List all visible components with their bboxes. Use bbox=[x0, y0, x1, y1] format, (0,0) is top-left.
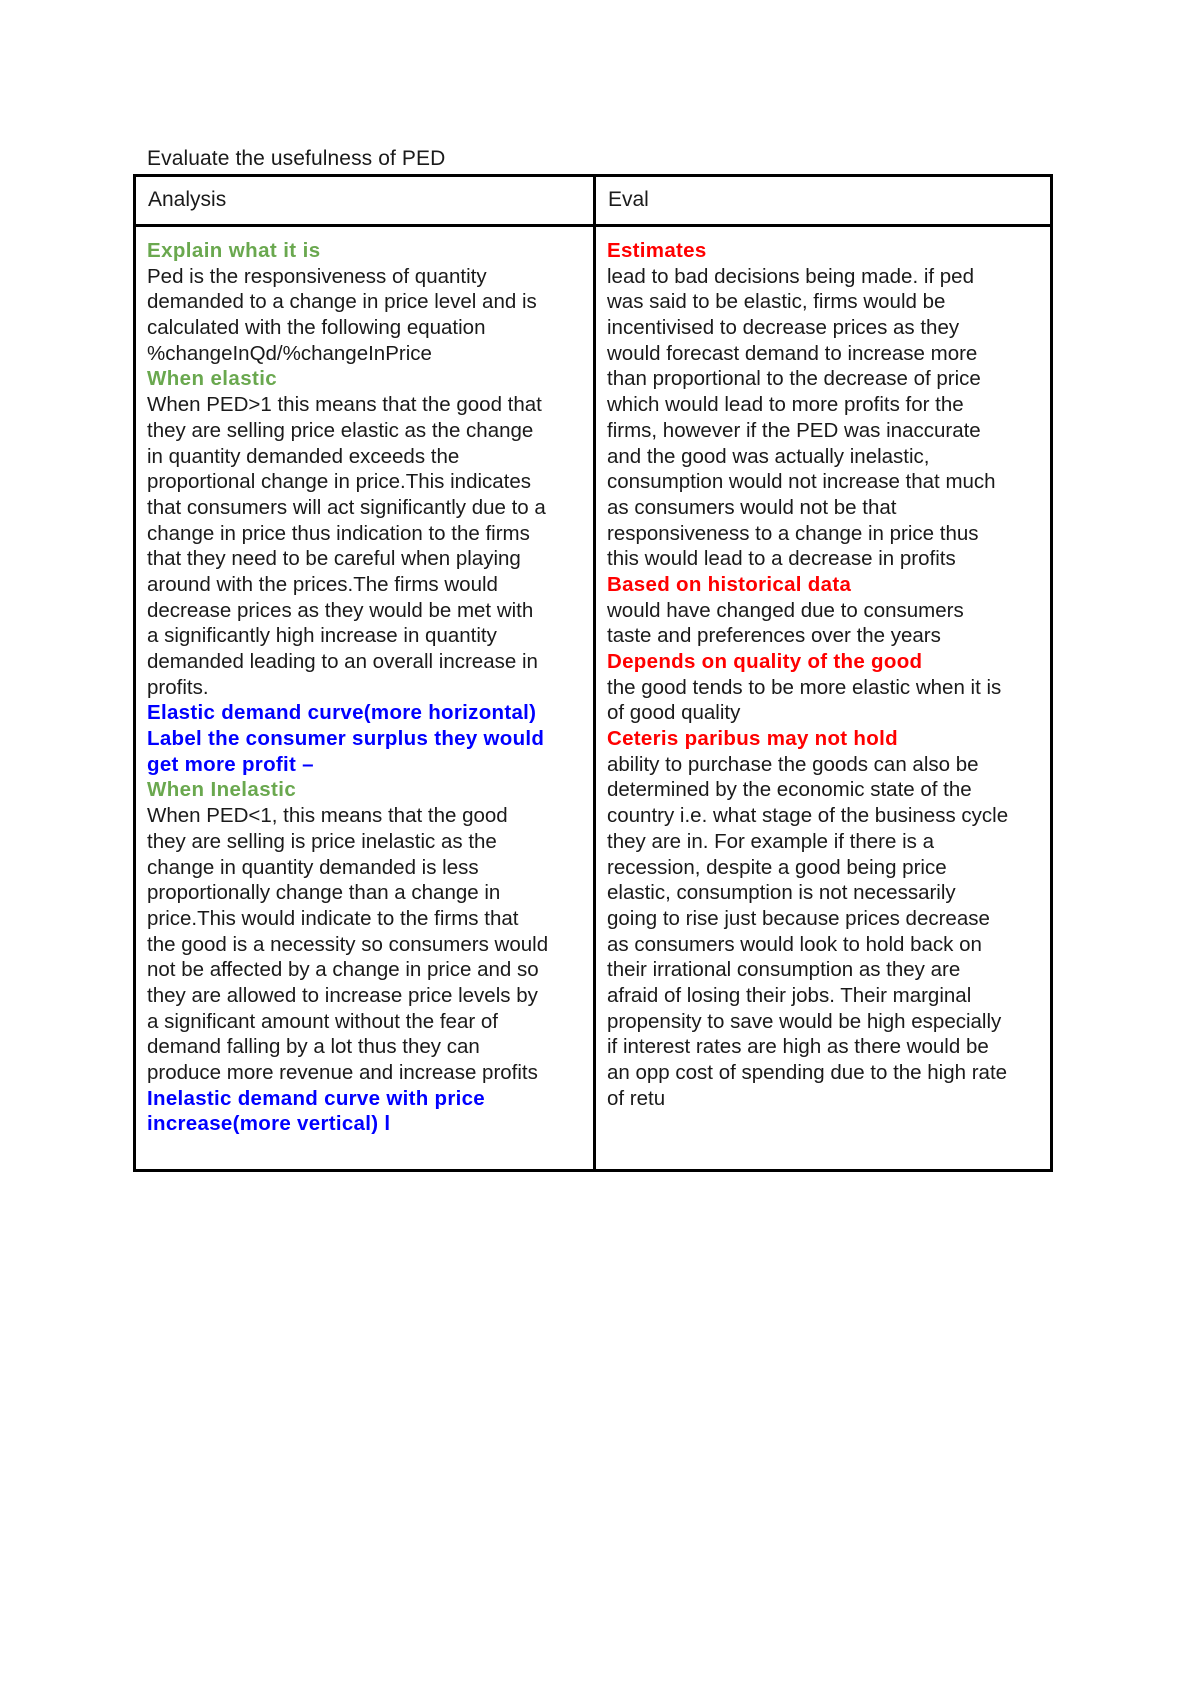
analysis-text-line: demanded to a change in price level and is bbox=[147, 290, 537, 314]
analysis-text-line: the good is a necessity so consumers would bbox=[147, 932, 549, 956]
eval-text-line: elastic, consumption is not necessarily bbox=[607, 881, 956, 905]
eval-heading: Based on historical data bbox=[607, 572, 852, 596]
evaluation-table bbox=[133, 174, 1053, 1172]
analysis-text-line: change in quantity demanded is less bbox=[147, 855, 479, 879]
analysis-text-line: demanded leading to an overall increase in bbox=[147, 650, 538, 673]
eval-text-line: this would lead to a decrease in profits bbox=[607, 547, 956, 571]
eval-text-line: firms, however if the PED was inaccurate bbox=[607, 418, 981, 442]
eval-text-line: going to rise just because prices decrease bbox=[607, 906, 990, 930]
eval-text-line: would forecast demand to increase more bbox=[607, 341, 978, 365]
eval-text-line: of retu bbox=[607, 1086, 666, 1110]
eval-cell bbox=[607, 238, 1008, 1111]
analysis-text-line: proportionally change than a change in bbox=[147, 881, 501, 905]
eval-text-line: if interest rates are high as there would be bbox=[607, 1035, 989, 1059]
eval-heading: Depends on quality of the good bbox=[607, 650, 923, 673]
eval-text-line: afraid of losing their jobs. Their marginal bbox=[607, 983, 972, 1007]
header-divider bbox=[136, 224, 1050, 227]
analysis-text-line: around with the prices.The firms would bbox=[147, 572, 498, 596]
eval-text-line: propensity to save would be high especially bbox=[607, 1009, 1002, 1033]
eval-text-line: than proportional to the decrease of price bbox=[607, 367, 981, 391]
eval-text-line: incentivised to decrease prices as they bbox=[607, 316, 960, 340]
analysis-text-line: profits. bbox=[147, 675, 209, 699]
analysis-heading: When elastic bbox=[147, 367, 278, 391]
analysis-text-line: they are allowed to increase price levels by bbox=[147, 983, 538, 1007]
analysis-text-line: When PED>1 this means that the good that bbox=[147, 393, 542, 417]
analysis-cell bbox=[147, 238, 548, 1137]
eval-text-line: was said to be elastic, firms would be bbox=[607, 290, 946, 314]
analysis-text-line: calculated with the following equation bbox=[147, 316, 486, 340]
eval-text-line: taste and preferences over the years bbox=[607, 624, 941, 648]
analysis-text-line: in quantity demanded exceeds the bbox=[147, 444, 460, 468]
analysis-heading: Elastic demand curve(more horizontal) bbox=[147, 701, 537, 725]
eval-text-line: of good quality bbox=[607, 701, 741, 725]
analysis-heading: get more profit – bbox=[147, 752, 314, 776]
eval-heading: Estimates bbox=[607, 239, 707, 262]
analysis-heading: Inelastic demand curve with price bbox=[147, 1086, 486, 1110]
analysis-text-line: price.This would indicate to the firms that bbox=[147, 906, 519, 930]
analysis-text-line: produce more revenue and increase profits bbox=[147, 1061, 538, 1084]
eval-text-line: their irrational consumption as they are bbox=[607, 958, 961, 982]
analysis-text-line: a significant amount without the fear of bbox=[147, 1009, 498, 1033]
eval-text-line: lead to bad decisions being made. if ped bbox=[607, 264, 974, 288]
analysis-heading: increase(more vertical) l bbox=[147, 1112, 391, 1136]
analysis-text-line: Ped is the responsiveness of quantity bbox=[147, 264, 487, 288]
eval-text-line: ability to purchase the goods can also be bbox=[607, 752, 979, 776]
analysis-text-line: proportional change in price.This indicates bbox=[147, 470, 532, 494]
eval-text-line: and the good was actually inelastic, bbox=[607, 444, 930, 468]
eval-text-line: the good tends to be more elastic when it is bbox=[607, 675, 1002, 699]
analysis-text-line: not be affected by a change in price and so bbox=[147, 958, 539, 982]
analysis-text-line: that consumers will act significantly due to a bbox=[147, 495, 546, 519]
eval-text-line: which would lead to more profits for the bbox=[607, 393, 964, 417]
analysis-text-line: decrease prices as they would be met with bbox=[147, 598, 534, 622]
analysis-text-line: they are selling price elastic as the change bbox=[147, 418, 534, 442]
eval-text-line: as consumers would not be that bbox=[607, 495, 897, 519]
eval-text-line: responsiveness to a change in price thus bbox=[607, 521, 979, 545]
eval-heading: Ceteris paribus may not hold bbox=[607, 727, 898, 751]
eval-text-line: recession, despite a good being price bbox=[607, 855, 947, 879]
eval-text-line: consumption would not increase that much bbox=[607, 470, 996, 494]
column-divider bbox=[593, 177, 596, 1169]
eval-text-line: an opp cost of spending due to the high rate bbox=[607, 1061, 1008, 1084]
analysis-text-line: demand falling by a lot thus they can bbox=[147, 1035, 480, 1059]
analysis-text-line: change in price thus indication to the firms bbox=[147, 521, 530, 545]
eval-text-line: they are in. For example if there is a bbox=[607, 829, 935, 853]
analysis-text-line: that they need to be careful when playing bbox=[147, 547, 521, 571]
analysis-heading: When Inelastic bbox=[147, 778, 297, 802]
analysis-header: Analysis bbox=[148, 188, 227, 211]
analysis-text-line: %changeInQd/%changeInPrice bbox=[147, 341, 432, 365]
analysis-heading: Explain what it is bbox=[147, 239, 321, 262]
analysis-text-line: When PED<1, this means that the good bbox=[147, 804, 508, 828]
analysis-text-line: they are selling is price inelastic as the bbox=[147, 829, 497, 853]
eval-text-line: country i.e. what stage of the business cycle bbox=[607, 804, 1009, 828]
eval-text-line: determined by the economic state of the bbox=[607, 778, 972, 802]
analysis-text-line: a significantly high increase in quantity bbox=[147, 624, 497, 648]
page-title: Evaluate the usefulness of PED bbox=[147, 147, 446, 170]
eval-text-line: as consumers would look to hold back on bbox=[607, 932, 982, 956]
eval-text-line: would have changed due to consumers bbox=[607, 598, 964, 622]
eval-header: Eval bbox=[608, 188, 649, 211]
analysis-heading: Label the consumer surplus they would bbox=[147, 727, 545, 751]
